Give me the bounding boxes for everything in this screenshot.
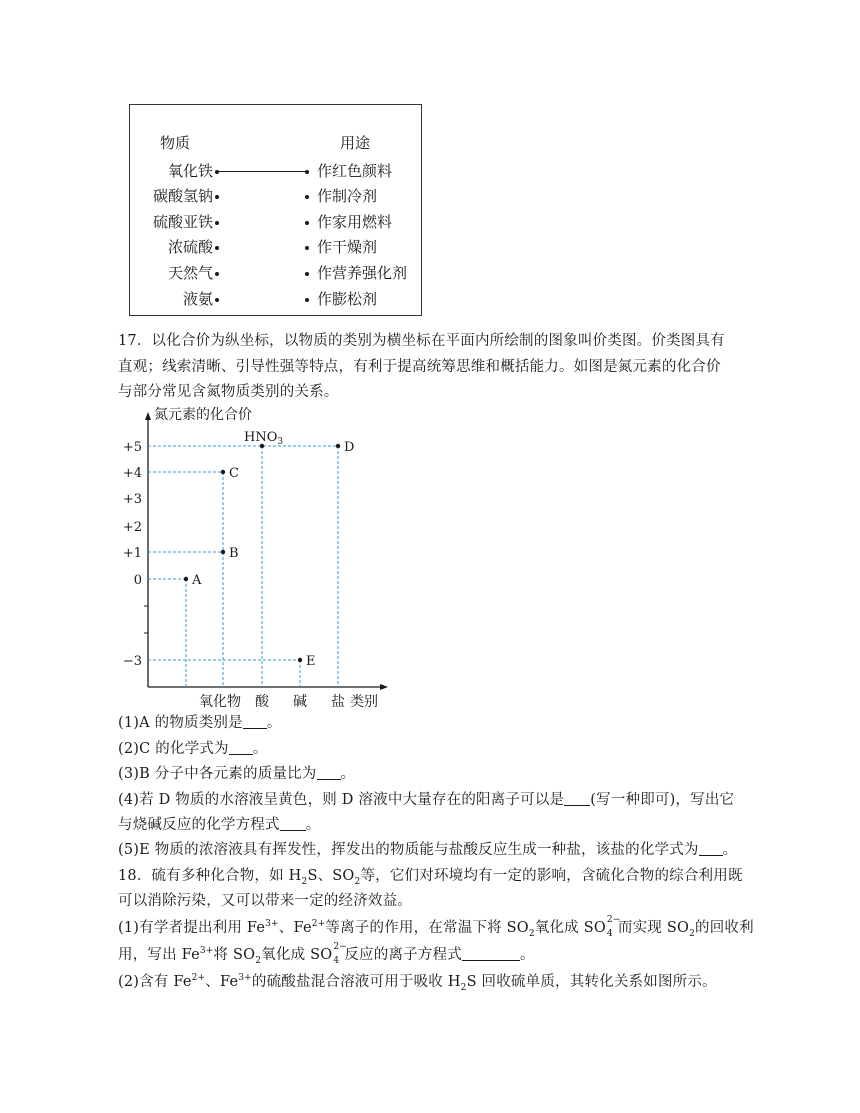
q18-text: 氧化成 SO [534, 920, 606, 936]
answer-blank[interactable] [280, 816, 306, 831]
data-point [336, 444, 340, 448]
q18-text: 18．硫有多种化合物，如 H [118, 868, 302, 884]
x-category-label: 酸 [255, 694, 269, 708]
valence-class-chart [118, 406, 408, 708]
data-point [184, 577, 188, 581]
data-point [221, 550, 225, 554]
use-item: 作制冷剂 [317, 187, 378, 205]
use-item: 作红色颜料 [317, 162, 393, 180]
q17-sub4-cont [118, 815, 746, 835]
superscript: 3+ [265, 919, 279, 930]
answer-blank[interactable] [462, 946, 520, 961]
q17-intro-line: 与部分常见含氮物质类别的关系。 [118, 384, 339, 400]
y-tick-label: −3 [122, 654, 142, 669]
subscript: 2 [255, 955, 262, 966]
q18-text: S、SO [307, 868, 355, 884]
y-tick-label: +5 [122, 440, 142, 455]
q18-text: 而实现 SO [617, 920, 690, 936]
substance-item: 硫酸亚铁 [152, 213, 213, 231]
q17-sub3 [118, 764, 746, 784]
use-header: 用途 [340, 134, 371, 152]
y-tick-label: +4 [122, 466, 142, 481]
q17-sub5-text: (5)E 物质的浓溶液具有挥发性，挥发出的物质能与盐酸反应生成一种盐，该盐的化学式为 [118, 842, 699, 858]
chart-guides [148, 446, 338, 687]
chart-categories [199, 693, 345, 708]
substance-dot[interactable] [215, 195, 219, 199]
y-axis-arrow [145, 412, 151, 420]
use-dot[interactable] [305, 170, 309, 174]
q18-text: 、Fe [205, 974, 239, 990]
superscript: 3+ [199, 946, 214, 957]
connection-line [217, 171, 306, 172]
subscript: 2 [689, 928, 695, 939]
y-tick-label: 0 [133, 573, 142, 588]
q17-sub1-end: 。 [266, 715, 282, 731]
q17-sub2 [118, 739, 746, 759]
answer-blank[interactable] [699, 841, 723, 856]
subscript: 2 [301, 876, 308, 887]
q17-sub4-text: (4)若 D 物质的水溶液呈黄色，则 D 溶液中大量存在的阳离子可以是 [118, 792, 565, 808]
point-label: $HNO_3$ [244, 430, 284, 447]
data-point [221, 470, 225, 474]
data-point [298, 658, 302, 662]
substance-dot[interactable] [215, 272, 219, 276]
superscript: 2+ [311, 919, 326, 930]
substance-item: 碳酸氢钠 [152, 187, 213, 205]
q18-text: 、Fe [278, 920, 312, 936]
superscript: 2+ [191, 973, 206, 984]
point-label: B [229, 546, 239, 561]
q18-text: 的回收利 [695, 920, 754, 936]
q18-text: 等离子的作用，在常温下将 SO [325, 920, 529, 936]
q17-intro-line: 直观；线索清晰、引导性强等特点，有利于提高统筹思维和概括能力。如图是氮元素的化合价 [118, 359, 721, 375]
q17-sub2-text: (2)C 的化学式为 [118, 741, 229, 757]
substance-dot[interactable] [215, 246, 219, 250]
use-item: 作家用燃料 [317, 213, 393, 231]
y-tick-label: +2 [122, 520, 142, 535]
substance-header: 物质 [160, 134, 191, 152]
substance-item: 液氨 [182, 290, 213, 308]
chart-points [184, 430, 355, 669]
subscript: 2 [354, 876, 361, 887]
x-axis-label: 类别 [350, 694, 378, 708]
q17-sub4 [118, 790, 746, 810]
q17-sub4-end: 。 [305, 817, 321, 833]
q18-text: (2)含有 Fe [118, 974, 192, 990]
substance-item: 浓硫酸 [167, 238, 213, 256]
q18-text: (1)有学者提出利用 Fe [118, 920, 266, 936]
substance-dot[interactable] [215, 221, 219, 225]
y-tick-label: +3 [122, 492, 142, 507]
q18-intro-line: 可以消除污染，又可以带来一定的经济效益。 [118, 893, 412, 909]
q18-text: S 回收硫单质，其转化关系如图所示。 [466, 974, 717, 990]
use-dot[interactable] [305, 272, 309, 276]
q18-text: 。 [519, 947, 535, 963]
q17-sub2-end: 。 [252, 741, 268, 757]
superscript: 3+ [238, 973, 252, 984]
x-category-label: 氧化物 [199, 694, 241, 708]
y-tick-label: +1 [122, 546, 142, 561]
q18-text: 反应的离子方程式 [344, 947, 462, 963]
q17-sub1-text: (1)A 的物质类别是 [118, 715, 243, 731]
q17-sub5 [118, 840, 746, 860]
sulfate-index: 2− 4 [333, 942, 348, 966]
q18-text: 用，写出 Fe [118, 947, 200, 963]
use-item: 作干燥剂 [317, 238, 378, 256]
q18-text: 氧化成 SO [261, 947, 333, 963]
point-label: D [344, 440, 355, 455]
point-label: A [192, 573, 202, 588]
point-label: C [229, 466, 239, 481]
q18-intro-line [118, 866, 746, 886]
use-item: 作膨松剂 [317, 290, 378, 308]
answer-blank[interactable] [229, 740, 253, 755]
answer-blank[interactable] [243, 714, 267, 729]
x-category-label: 碱 [293, 694, 307, 708]
point-label: E [306, 654, 316, 669]
q18-sub1 [118, 915, 754, 939]
q17-sub4-text: 与烧碱反应的化学方程式 [118, 817, 280, 833]
use-item: 作营养强化剂 [317, 264, 408, 282]
q17-sub5-end: 。 [722, 842, 738, 858]
q17-sub3-end: 。 [340, 766, 356, 782]
substance-dot[interactable] [215, 298, 219, 302]
q17-intro-line: 17．以化合价为纵坐标，以物质的类别为横坐标在平面内所绘制的图象叫价类图。价类图具有 [118, 333, 725, 349]
chart-ticks [123, 440, 148, 669]
q17-sub1 [118, 713, 746, 733]
x-category-label: 盐 [331, 694, 345, 708]
q18-sub1-cont [118, 942, 746, 966]
q18-sub2 [118, 972, 746, 992]
answer-blank[interactable] [317, 765, 341, 780]
matching-table [129, 104, 422, 316]
x-axis-arrow [380, 684, 388, 690]
use-dot[interactable] [305, 221, 309, 225]
q18-text: 将 SO [213, 947, 256, 963]
q17-sub3-text: (3)B 分子中各元素的质量比为 [118, 766, 317, 782]
q17-sub4-text: (写一种即可)，写出它 [590, 792, 735, 808]
use-dot[interactable] [305, 298, 309, 302]
subscript: 2 [460, 982, 467, 993]
use-dot[interactable] [305, 195, 309, 199]
sulfate-index: 2− 4 [606, 915, 621, 939]
q18-text: 的硫酸盐混合溶液可用于吸收 H [251, 974, 461, 990]
y-axis-label: 氮元素的化合价 [154, 407, 252, 423]
use-dot[interactable] [305, 246, 309, 250]
substance-item: 氧化铁 [167, 162, 213, 180]
substance-item: 天然气 [167, 264, 213, 282]
answer-blank[interactable] [564, 791, 590, 806]
q18-text: 等，它们对环境均有一定的影响，含硫化合物的综合利用既 [360, 868, 743, 884]
subscript: 2 [528, 928, 535, 939]
